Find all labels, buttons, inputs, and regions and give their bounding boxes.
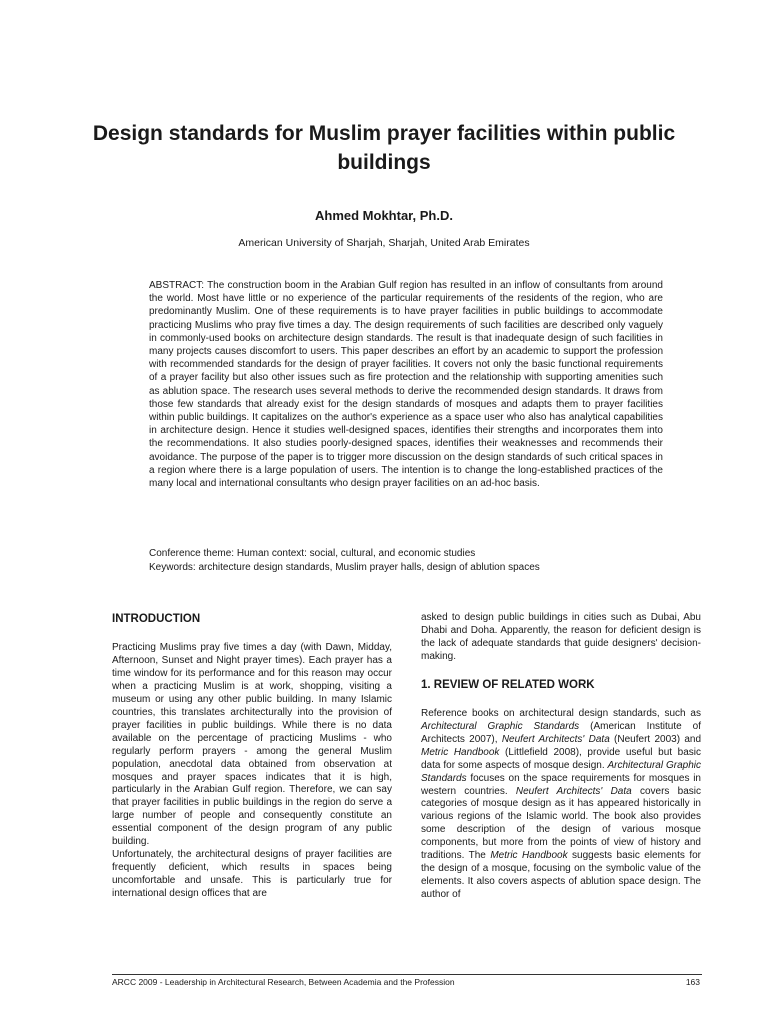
book-title-ags-2: Architectural Graphic Standards xyxy=(421,759,701,784)
review-text-3: (Neufert 2003) and xyxy=(609,733,702,745)
intro-paragraph-continued: asked to design public buildings in cities such as Dubai, Abu Dhabi and Doha. Apparently, the reason for deficient design is the lack of adequate standards that guide designers' decision-making. xyxy=(421,612,701,662)
footer-conference: ARCC 2009 - Leadership in Architectural Research, Between Academia and the Profession xyxy=(112,977,455,987)
review-text-1: Reference books on architectural design standards, such as xyxy=(421,707,701,719)
intro-paragraph-2: Unfortunately, the architectural designs of prayer facilities are frequently deficient, which results in spaces being uncomfortable and unsafe. This is particularly true for international design offices that are xyxy=(112,849,392,900)
paper-meta xyxy=(149,547,663,574)
left-column xyxy=(112,612,392,901)
conference-theme: Conference theme: Human context: social, cultural, and economic studies xyxy=(149,548,476,559)
book-title-neufert-2: Neufert Architects' Data xyxy=(515,785,632,797)
book-title-ags: Architectural Graphic Standards xyxy=(421,720,580,732)
footer-rule xyxy=(112,974,702,975)
paper-title: Design standards for Muslim prayer facilities within public buildings xyxy=(92,122,676,174)
review-text-4: (Littlefield 2008), provide useful but basic data for some aspects of mosque design. xyxy=(421,746,701,771)
page-number: 163 xyxy=(685,977,700,987)
intro-paragraph-1: Practicing Muslims pray five times a day (with Dawn, Midday, Afternoon, Sunset and Night prayer times). Each prayer has a time window for its performance and for this reason may occur when a practicing Muslim is at work, shopping, visiting a museum or using any other public building. In many Islamic countries, this translates architecturally into the provision of prayer facilities in public buildings. While there is no data available on the percentage of practicing Muslims - who regularly perform prayers - among the general Muslim population, anecdotal data obtained from observation at mosques and prayer spaces indicates that it is high, particularly in the Arabian Gulf region. Therefore, we can say that prayer facilities in public buildings in the region do serve a large number of people and consequently constitute an essential component of the design program of any public building. xyxy=(112,642,392,848)
author-affiliation: American University of Sharjah, Sharjah, United Arab Emirates xyxy=(238,237,530,249)
section-heading-introduction: INTRODUCTION xyxy=(112,613,201,625)
review-text-6: covers basic categories of mosque design as it has appeared historically in various regions of the Islamic world. The book also provides some description of the design of various mosque components, but more from the points of view of history and traditions. The xyxy=(421,785,701,862)
book-title-metric-2: Metric Handbook xyxy=(490,850,568,862)
review-text-7: suggests basic elements for the design of a mosque, focusing on the symbolic value of the elements. It also covers aspects of ablution space design. The author of xyxy=(421,850,701,901)
right-column xyxy=(421,612,701,902)
book-title-metric: Metric Handbook xyxy=(421,746,500,758)
section-heading-review: 1. REVIEW OF RELATED WORK xyxy=(421,678,595,691)
review-paragraph xyxy=(421,708,701,902)
keywords: Keywords: architecture design standards, Muslim prayer halls, design of ablution spaces xyxy=(149,561,540,573)
review-text-5: focuses on the space requirements for mosques in western countries. xyxy=(421,772,701,797)
abstract: ABSTRACT: The construction boom in the Arabian Gulf region has resulted in an inflow of consultants from around the world. Most have little or no experience of the particular requirements of the residents of the region, who are predominantly Muslim. One of these requirements is to have prayer facilities in public buildings to accommodate practicing Muslims who pray five times a day. The design requirements of such facilities are described only vaguely in commonly-used books on architecture design standards. The result is that inadequate design of such facilities in many projects causes discomfort to users. This paper describes an effort by an academic to support the profession with recommended standards for the design of prayer facilities. It covers not only the basic functional requirements of a prayer facility but also other issues such as fire protection and the relationship with supporting amenities such as ablution space. The research uses several methods to derive the recommended design standards. It draws from those few standards that already exist for the design standards of mosques and adapts them to prayer facilities within public buildings. It capitalizes on the author's experience as a space user who also has analytical capabilities in architecture design. Hence it studies well-designed spaces, identifies their strengths and incorporates them into the recommendations. It also studies poorly-designed spaces, identifies their weaknesses and recommends their avoidance. The purpose of the paper is to trigger more discussion on the design standards of such critical spaces in a region where there is a large population of users. The intention is to change the long-established practices of the many local and international consultants who design prayer facilities on an ad-hoc basis. xyxy=(149,280,663,490)
book-title-neufert: Neufert Architects' Data xyxy=(501,733,610,745)
author-name: Ahmed Mokhtar, Ph.D. xyxy=(315,208,453,223)
review-text-2: (American Institute of Architects 2007), xyxy=(421,720,702,745)
